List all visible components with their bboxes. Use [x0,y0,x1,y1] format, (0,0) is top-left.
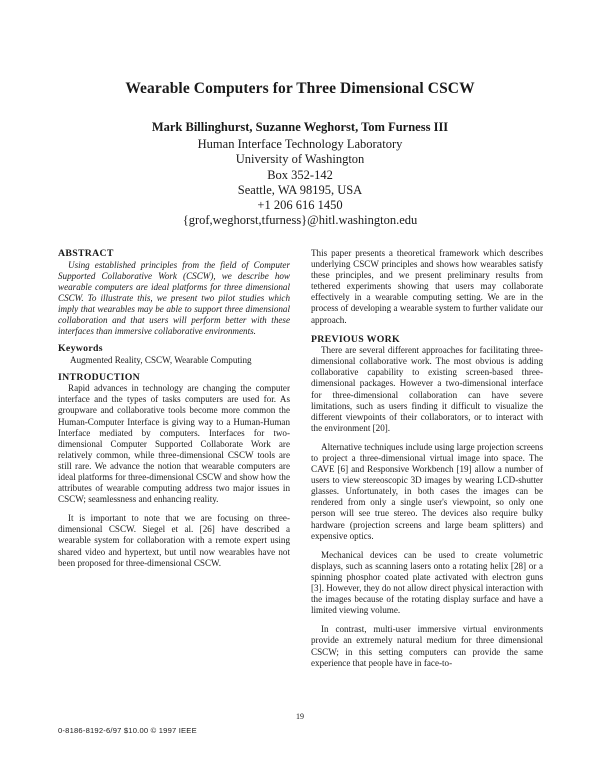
paper-title: Wearable Computers for Three Dimensional CSCW [125,80,475,97]
affiliation-university: University of Washington [235,152,365,167]
affiliation-box: Box 352-142 [267,167,333,182]
keywords-text: Augmented Reality, CSCW, Wearable Computing [70,354,252,365]
previous-work-paragraph-3: Mechanical devices can be used to create volumetric displays, such as scanning lasers onto a rotating helix [28] or a spinning phosphor coated plate activated with electron guns [3]. However, they do not allow direct physical interaction with the images because of the rotating display surface and have a limited viewing volume. [311,549,543,616]
abstract-heading: ABSTRACT [58,248,114,259]
keywords-heading: Keywords [58,343,103,355]
overview-paragraph: This paper presents a theoretical framework which describes underlying CSCW principles and shows how wearables satisfy these principles, and we present preliminary results from tethered experiments showing that users may collaborate effectively in a wearable computing setting. We are in the process of developing a wearable system to further validate our approach. [311,248,543,325]
right-column [311,248,543,677]
previous-work-heading: PREVIOUS WORK [311,333,400,345]
paper-authors: Mark Billinghurst, Suzanne Weghorst, Tom Furness III [151,120,449,134]
previous-work-paragraph-1: There are several different approaches for facilitating three-dimensional collaborative work. The most obvious is adding collaborative capability to existing screen-based three-dimensional packages. However a two-dimensional interface for three-dimensional collaboration can have severe limitations, such as users finding it difficult to visualize the different viewpoints of their collaborators, or to interact with the environment [20]. [311,345,543,433]
introduction-paragraph-1: Rapid advances in technology are changing the computer interface and the types of tasks computers are used for. As groupware and collaborative tools become more common the Human-Computer Interface is giving way to a Human-Human Interface mediated by computers. Interfaces for two-dimensional Computer Supported Collaborate Work are relatively common, while three-dimensional CSCW tools are still rare. We advance the notion that wearable computers are ideal platforms for three-dimensional CSCW and show how the attributes of wearable computing address two major issues in CSCW; seamlessness and enhancing reality. [58,383,290,505]
affiliation-email: {grof,weghorst,tfurness}@hitl.washington.edu [182,213,418,228]
affiliation-lab: Human Interface Technology Laboratory [197,137,403,151]
introduction-paragraph-2: It is important to note that we are focusing on three-dimensional CSCW. Siegel et al. [26] have described a wearable system for collaboration with a remote expert using shared video and hypertext, but until now wearables have not been proposed for three-dimensional CSCW. [58,513,290,568]
page-number: 19 [296,712,304,721]
previous-work-paragraph-2: Alternative techniques include using large projection screens to project a three-dimensional virtual image into space. The CAVE [6] and Responsive Workbench [19] allow a number of users to view stereoscopic 3D images by wearing LCD-shutter glasses. Unfortunately, in both cases the images can be rendered from only a single user's viewpoint, so only one person will see true stereo. The devices also require bulky hardware (projection screens and large beam splitters) and expensive optics. [311,441,543,541]
introduction-heading: INTRODUCTION [58,371,140,383]
abstract-text: Using established principles from the field of Computer Supported Collaborative Work (CSCW), we describe how wearable computers are ideal platforms for three dimensional CSCW. To illustrate this, we present two pilot studies which imply that wearables may be able to support three dimensional collaboration and that users will perform better with these interfaces than immersive collaborative environments. [58,259,290,337]
affiliation-phone: +1 206 616 1450 [257,198,343,213]
previous-work-paragraph-4: In contrast, multi-user immersive virtual environments provide an extremely natural medium for three dimensional CSCW; in this setting computers can provide the same experience that people have in face-to- [311,624,543,668]
left-column [58,248,290,577]
copyright-notice: 0-8186-8192-6/97 $10.00 © 1997 IEEE [58,726,197,735]
affiliation-city: Seattle, WA 98195, USA [237,182,363,197]
affiliation-block [0,137,600,229]
